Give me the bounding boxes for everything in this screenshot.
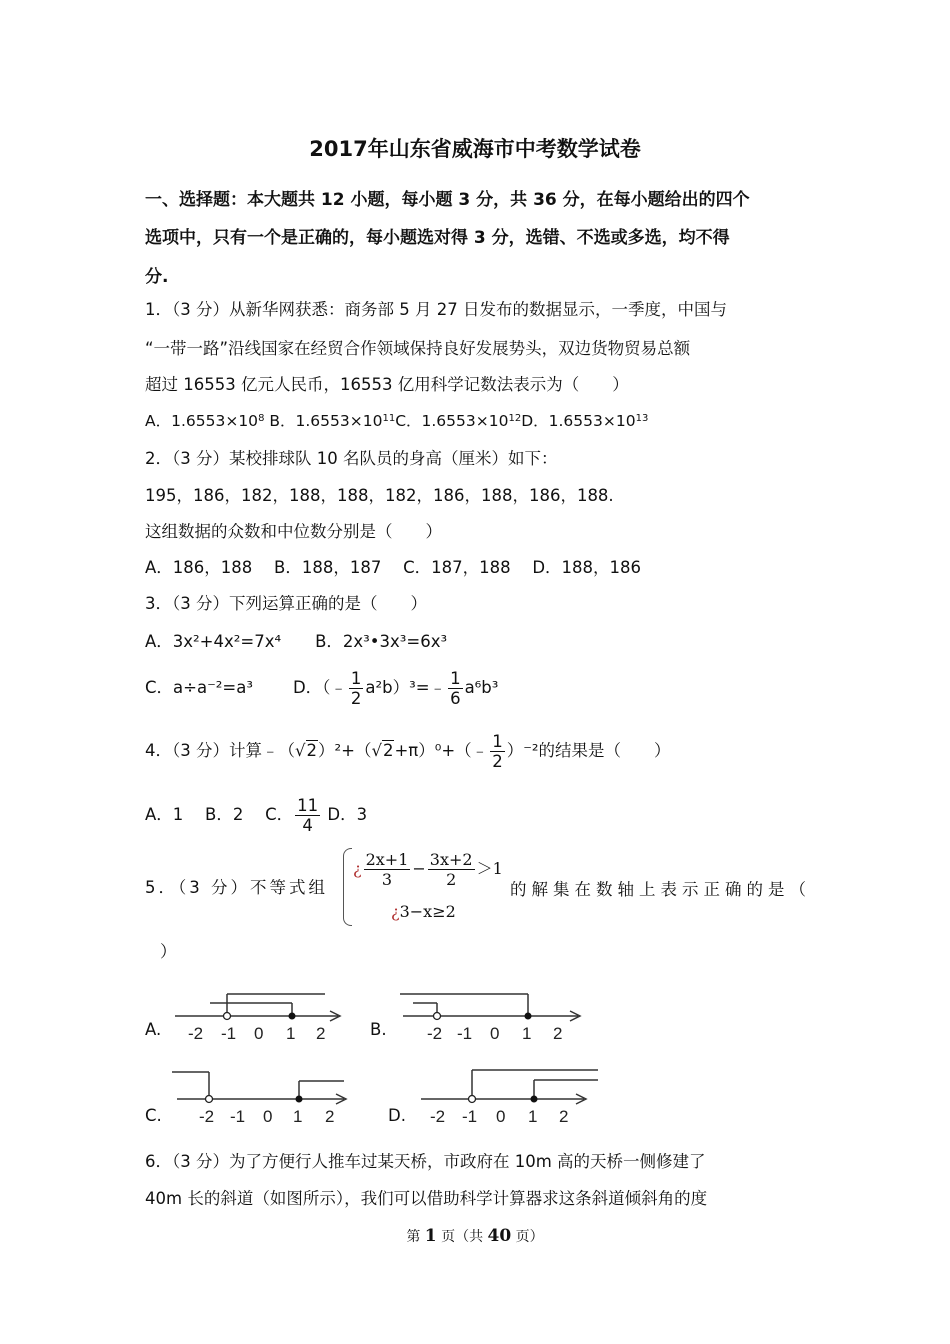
- option-b-label: B.: [370, 1020, 387, 1039]
- tick-label: 0: [254, 1024, 264, 1043]
- page-number: 1: [424, 1226, 437, 1246]
- q1-option-d: D．1.6553×10: [521, 412, 636, 430]
- tick-label: 2: [559, 1107, 569, 1126]
- q3-options-cd: C．a÷a⁻²=a³ D．（﹣ $\frac{1}{2}$ a²b）³=﹣ $\frac{1}{6}$ a⁶b³: [145, 669, 499, 708]
- tick-label: 0: [490, 1024, 500, 1043]
- q3-option-c: C．a÷a⁻²=a³: [145, 678, 253, 697]
- tick-label: -2: [199, 1107, 215, 1126]
- fraction-one-half-q4: $\frac{1}{2}$: [492, 732, 503, 771]
- inequality-1: ¿ $\frac{2x+1}{3}$ − $\frac{3x+2}{2}$ ＞1: [353, 850, 503, 889]
- tick-label: 2: [325, 1107, 335, 1126]
- tick-label: 1: [522, 1024, 532, 1043]
- q1-line1: 1．（3 分）从新华网获悉：商务部 5 月 27 日发布的数据显示，一季度，中国与: [145, 300, 727, 319]
- fraction-one-sixth: $\frac{1}{6}$: [450, 669, 461, 708]
- tick-label: -2: [430, 1107, 446, 1126]
- option-c-label: C.: [145, 1106, 162, 1125]
- q1-line2: “一带一路”沿线国家在经贸合作领域保持良好发展势头，双边货物贸易总额: [145, 339, 691, 358]
- tick-label: 2: [316, 1024, 326, 1043]
- q1-option-c: C．1.6553×10: [395, 412, 509, 430]
- number-line-b: [398, 985, 588, 1045]
- q1-option-b: B．1.6553×10: [264, 412, 383, 430]
- tick-label: -1: [230, 1107, 246, 1126]
- q5-prefix: 5．（3 分）不等式组: [145, 878, 328, 897]
- tick-label: -1: [462, 1107, 478, 1126]
- q3-line1: 3．（3 分）下列运算正确的是（ ）: [145, 594, 427, 613]
- q6-line2: 40m 长的斜道（如图所示），我们可以借助科学计算器求这条斜道倾斜角的度: [145, 1189, 708, 1208]
- tick-label: -2: [188, 1024, 204, 1043]
- tick-label: 0: [496, 1107, 506, 1126]
- system-brace: [343, 848, 352, 926]
- section-heading-line1: 一、选择题：本大题共 12 小题，每小题 3 分，共 36 分，在每小题给出的四个: [145, 190, 750, 210]
- q1-options: A．$1.6553\times 10^8$ B．$1.6553\times 10^{11}C$．$1.6553\times 10^{12}D$．$1.6553\times 10^{13}$: [145, 412, 649, 430]
- q2-line1: 2．（3 分）某校排球队 10 名队员的身高（厘米）如下：: [145, 449, 558, 468]
- inequality-system: [343, 848, 513, 926]
- q5-suffix: 的解集在数轴上表示正确的是（: [510, 880, 811, 899]
- q1-option-a: A．1.6553×10: [145, 412, 259, 430]
- option-a-label: A.: [145, 1020, 162, 1039]
- q2-line2: 195，186，182，188，188，182，186，188，186，188.: [145, 486, 614, 505]
- q1-line3: 超过 16553 亿元人民币，16553 亿用科学记数法表示为（ ）: [145, 375, 629, 394]
- tick-label: 1: [293, 1107, 303, 1126]
- q3-option-b: B．2x³•3x³=6x³: [315, 632, 448, 651]
- q4-line: 4．（3 分）计算﹣（√2）²+（√2+π）⁰+（﹣ $\frac{1}{2}$ ）⁻²的结果是（ ）: [145, 732, 671, 771]
- tick-label: 1: [528, 1107, 538, 1126]
- tick-label: -2: [427, 1024, 443, 1043]
- q6-line1: 6．（3 分）为了方便行人推车过某天桥，市政府在 10m 高的天桥一侧修建了: [145, 1152, 706, 1171]
- q3-option-d: D．（﹣: [292, 678, 347, 697]
- section-heading-line2: 选项中，只有一个是正确的，每小题选对得 3 分，选错、不选或多选，均不得: [145, 228, 730, 248]
- number-line-d: [416, 1066, 606, 1126]
- sqrt-2: √2: [295, 741, 318, 760]
- tick-label: -1: [221, 1024, 237, 1043]
- section-heading-line3: 分.: [145, 267, 169, 287]
- fraction-eleven-fourths: $\frac{11}{4}$: [297, 796, 319, 835]
- tick-label: 2: [553, 1024, 563, 1043]
- q3-options-ab: [145, 630, 447, 654]
- tick-label: -1: [457, 1024, 473, 1043]
- q2-options: A．186，188 B．188，187 C．187，188 D．188，186: [145, 558, 642, 577]
- number-line-a: [170, 985, 350, 1045]
- page-title: 2017年山东省威海市中考数学试卷: [309, 137, 641, 161]
- tick-label: 1: [286, 1024, 296, 1043]
- q3-option-a: A．3x²+4x²=7x⁴: [145, 632, 282, 651]
- option-d-label: D.: [388, 1106, 406, 1125]
- page-footer: 第 1 页（共 40 页）: [406, 1226, 544, 1246]
- fraction-one-half: $\frac{1}{2}$: [350, 669, 362, 708]
- sqrt-2-second: √2: [371, 741, 394, 760]
- inequality-2: ¿3−x≥2: [391, 902, 456, 921]
- q5-close-paren: ）: [160, 942, 177, 961]
- q2-line3: 这组数据的众数和中位数分别是（ ）: [145, 522, 442, 541]
- tick-label: 0: [263, 1107, 273, 1126]
- q4-options: A．1 B．2 C． $\frac{11}{4}$ D．3: [145, 796, 368, 835]
- number-line-c: [172, 1068, 352, 1128]
- page-total: 40: [487, 1226, 512, 1246]
